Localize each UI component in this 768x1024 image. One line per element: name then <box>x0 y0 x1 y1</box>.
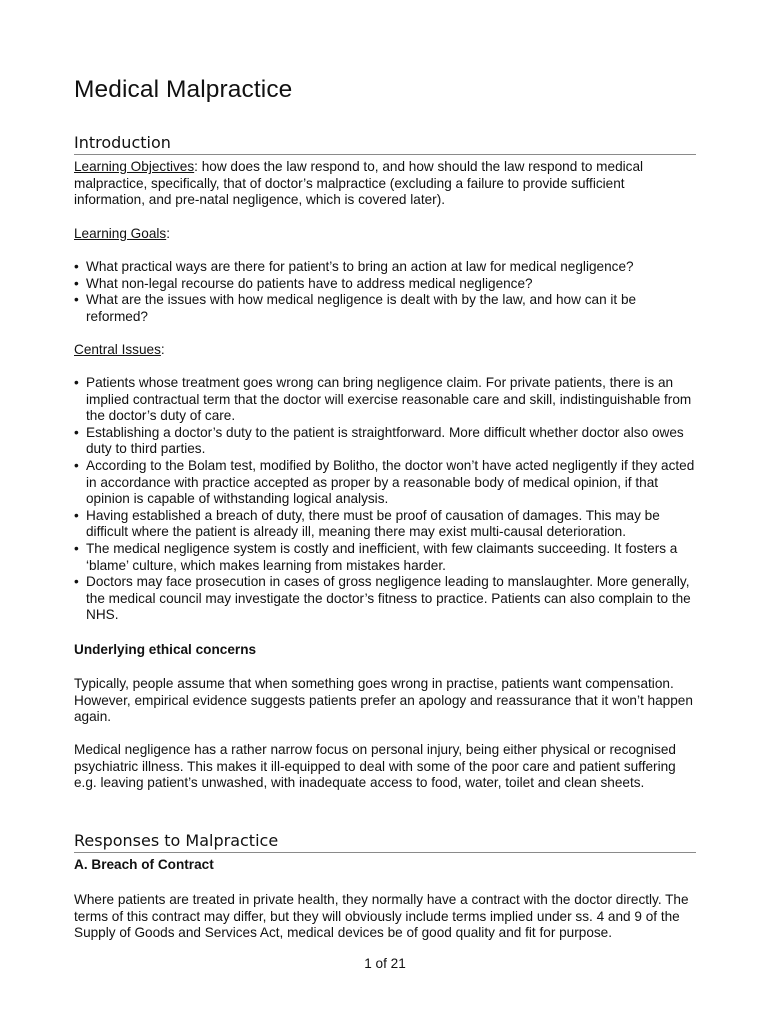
ethical-paragraph-2: Medical negligence has a rather narrow focus on personal injury, being either physical or recognised psychiatric illness. This makes it ill-equipped to deal with some of the poor care and patient suffering e.g. leaving patient’s unwashed, with inadequate access to food, water, toilet and clean sheets. <box>74 742 676 791</box>
list-item: • What practical ways are there for patient’s to bring an action at law for medical negligence? <box>74 259 696 276</box>
ethical-concerns-heading: Underlying ethical concerns <box>74 642 257 657</box>
list-item: • Having established a breach of duty, there must be proof of causation of damages. This may be difficult where the patient is already ill, meaning there may exist multi-causal deterioration. <box>74 508 696 541</box>
central-issues-suffix: : <box>160 342 165 357</box>
section-heading-responses: Responses to Malpractice <box>74 831 696 853</box>
learning-goals-label: Learning Goals <box>74 226 167 241</box>
breach-of-contract-paragraph: Where patients are treated in private health, they normally have a contract with the doctor directly. The terms of this contract may differ, but they will obviously include terms implied under ss. 4 and 9 of the Supply of Goods and Services Act, medical devices be of good quality and fit for purpose. <box>74 892 689 941</box>
central-issues-label-line <box>74 342 696 359</box>
learning-goals-list <box>74 259 696 325</box>
learning-objectives-label: Learning Objectives <box>74 159 195 174</box>
learning-objectives-text: : how does the law respond to, and how should the law respond to medical malpractice, specifically, that of doctor’s malpractice (excluding a failure to provide sufficient information, and pre-natal negligence, which is covered later). <box>74 159 644 208</box>
page-number: 1 of 21 <box>364 956 406 971</box>
document-title: Medical Malpractice <box>74 76 293 103</box>
central-issues-list <box>74 375 696 624</box>
list-item: • Doctors may face prosecution in cases of gross negligence leading to manslaughter. More generally, the medical council may investigate the doctor’s fitness to practice. Patients can also complain to the NHS. <box>74 574 696 624</box>
central-issues-label: Central Issues <box>74 342 161 357</box>
learning-objectives-paragraph <box>74 159 696 209</box>
list-item: • Establishing a doctor’s duty to the patient is straightforward. More difficult whether doctor also owes duty to third parties. <box>74 425 696 458</box>
list-item: • What are the issues with how medical negligence is dealt with by the law, and how can it be reformed? <box>74 292 696 325</box>
learning-goals-suffix: : <box>166 226 170 241</box>
section-heading-introduction: Introduction <box>74 133 696 155</box>
list-item: • The medical negligence system is costly and inefficient, with few claimants succeeding. It fosters a ‘blame’ culture, which makes learning from mistakes harder. <box>74 541 696 574</box>
breach-of-contract-heading: A. Breach of Contract <box>74 857 214 872</box>
list-item: • What non-legal recourse do patients have to address medical negligence? <box>74 276 696 293</box>
ethical-paragraph-1: Typically, people assume that when something goes wrong in practise, patients want compensation. However, empirical evidence suggests patients prefer an apology and reassurance that it won’t happen again. <box>74 676 693 725</box>
list-item: • Patients whose treatment goes wrong can bring negligence claim. For private patients, there is an implied contractual term that the doctor will exercise reasonable care and skill, indistinguishable from the doctor’s duty of care. <box>74 375 696 425</box>
learning-goals-label-line <box>74 226 696 243</box>
list-item: • According to the Bolam test, modified by Bolitho, the doctor won’t have acted negligently if they acted in accordance with practice accepted as proper by a reasonable body of medical opinion, if that opinion is capable of withstanding logical analysis. <box>74 458 696 508</box>
